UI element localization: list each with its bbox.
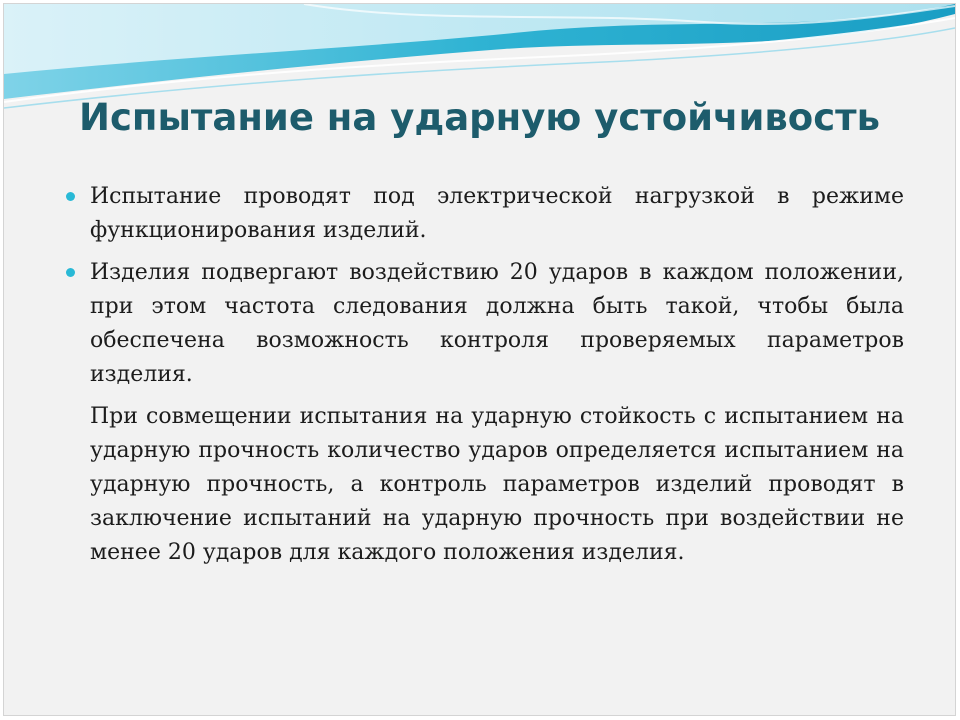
bullet-text: Изделия подвергают воздействию 20 ударов в каждом положении, при этом частота следования должна быть такой, чтобы была обеспечена возможность контроля проверяемых параметров изделия.: [90, 260, 904, 387]
bullet-dot-icon: [66, 192, 75, 201]
bullet-dot-icon: [66, 268, 75, 277]
bullet-item: [64, 256, 904, 392]
slide-content: [64, 180, 904, 570]
slide-frame: [3, 3, 956, 716]
slide-title: Испытание на ударную устойчивость: [79, 96, 880, 139]
bullet-text: Испытание проводят под электрической нагрузкой в режиме функционирования изделий.: [90, 184, 904, 243]
body-paragraph: При совмещении испытания на ударную стойкость с испытанием на ударную прочность количество ударов определяется испытанием на ударную прочность, а контроль параметров изделий проводят в заключение испытаний на ударную прочность при воздействии не менее 20 ударов для каждого положения изделия.: [90, 404, 904, 565]
bullet-item: [64, 180, 904, 248]
